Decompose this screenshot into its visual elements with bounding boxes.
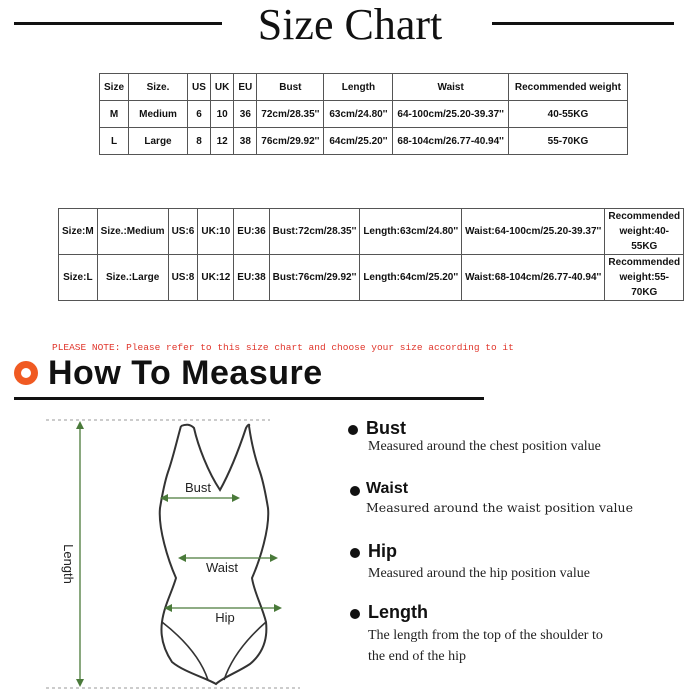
table-cell: Size:M [59, 209, 98, 255]
waist-heading: Waist [366, 480, 409, 497]
table-cell: Length:63cm/24.80'' [360, 209, 462, 255]
size-chart-compact-table [58, 208, 684, 301]
table-cell: EU:36 [234, 209, 269, 255]
table-cell: US:8 [168, 255, 198, 301]
table-header-cell: Recommended weight [508, 74, 627, 101]
table-cell: Size.:Medium [97, 209, 168, 255]
table-header-cell: EU [234, 74, 257, 101]
table-cell: Large [129, 128, 188, 155]
table-cell: Bust:72cm/28.35'' [269, 209, 360, 255]
waist-description: Measured around the waist position value [366, 500, 633, 515]
table-header-cell: Length [324, 74, 393, 101]
hip-label: Hip [215, 610, 235, 625]
table-cell: 38 [234, 128, 257, 155]
page-title: Size Chart [257, 0, 443, 49]
table-header-cell: US [188, 74, 211, 101]
table-cell: 64cm/25.20'' [324, 128, 393, 155]
table-cell: Waist:64-100cm/25.20-39.37'' [462, 209, 605, 255]
table-cell: 12 [210, 128, 233, 155]
table-cell: Bust:76cm/29.92'' [269, 255, 360, 301]
table-row [100, 128, 628, 155]
section-title: How To Measure [48, 354, 323, 392]
table-cell: US:6 [168, 209, 198, 255]
table-cell: UK:12 [198, 255, 234, 301]
hip-arrow-head-right [274, 604, 282, 612]
leg-opening-left [162, 622, 208, 680]
length-arrow-head-top [76, 421, 84, 429]
table-header-row [100, 74, 628, 101]
waist-arrow-head-right [270, 554, 278, 562]
waist-arrow-head-left [178, 554, 186, 562]
table-cell: Size:L [59, 255, 98, 301]
table-header-cell: UK [210, 74, 233, 101]
table-cell: L [100, 128, 129, 155]
section-rule [14, 397, 484, 400]
hip-description: Measured around the hip position value [368, 566, 591, 581]
table-row [59, 255, 684, 301]
table-cell: Waist:68-104cm/26.77-40.94'' [462, 255, 605, 301]
table-cell: Recommended weight:55-70KG [605, 255, 684, 301]
table-cell: UK:10 [198, 209, 234, 255]
bullet-icon [350, 548, 360, 558]
length-arrow-head-bottom [76, 679, 84, 687]
bust-heading: Bust [366, 418, 406, 438]
length-heading: Length [368, 602, 428, 622]
table-header-cell: Bust [257, 74, 324, 101]
table-cell: 63cm/24.80'' [324, 101, 393, 128]
table-cell: Medium [129, 101, 188, 128]
table-cell: 55-70KG [508, 128, 627, 155]
table-header-cell: Size [100, 74, 129, 101]
bodysuit-diagram [40, 410, 340, 698]
table-cell: Recommended weight:40-55KG [605, 209, 684, 255]
table-cell: 68-104cm/26.77-40.94'' [393, 128, 509, 155]
bullet-icon [348, 425, 358, 435]
bust-label: Bust [184, 480, 212, 495]
waist-label: Waist [205, 560, 239, 575]
table-cell: 76cm/29.92'' [257, 128, 324, 155]
table-cell: Length:64cm/25.20'' [360, 255, 462, 301]
table-cell: EU:38 [234, 255, 269, 301]
table-cell: 10 [210, 101, 233, 128]
bust-arrow-head-right [232, 494, 240, 502]
length-label: Length [61, 544, 76, 584]
table-cell: 64-100cm/25.20-39.37'' [393, 101, 509, 128]
table-cell: 8 [188, 128, 211, 155]
table-cell: 40-55KG [508, 101, 627, 128]
bullet-icon [350, 486, 360, 496]
circle-bullet-icon [14, 361, 38, 385]
title-rule-left [14, 22, 222, 25]
title-rule-right [492, 22, 674, 25]
table-cell: 72cm/28.35'' [257, 101, 324, 128]
table-header-cell: Waist [393, 74, 509, 101]
leg-opening-right [224, 622, 266, 680]
bust-description: Measured around the chest position value [368, 439, 601, 454]
size-chart-table [99, 73, 628, 155]
table-cell: 6 [188, 101, 211, 128]
table-cell: 36 [234, 101, 257, 128]
table-header-cell: Size. [129, 74, 188, 101]
table-cell: M [100, 101, 129, 128]
size-note: PLEASE NOTE: Please refer to this size chart and choose your size according to it [52, 342, 514, 353]
table-row [59, 209, 684, 255]
length-description-line2: the end of the hip [368, 649, 466, 664]
bodysuit-outline [160, 426, 269, 684]
hip-heading: Hip [368, 541, 397, 561]
table-cell: Size.:Large [97, 255, 168, 301]
bullet-icon [350, 609, 360, 619]
table-row [100, 101, 628, 128]
length-description-line1: The length from the top of the shoulder to [368, 628, 603, 643]
